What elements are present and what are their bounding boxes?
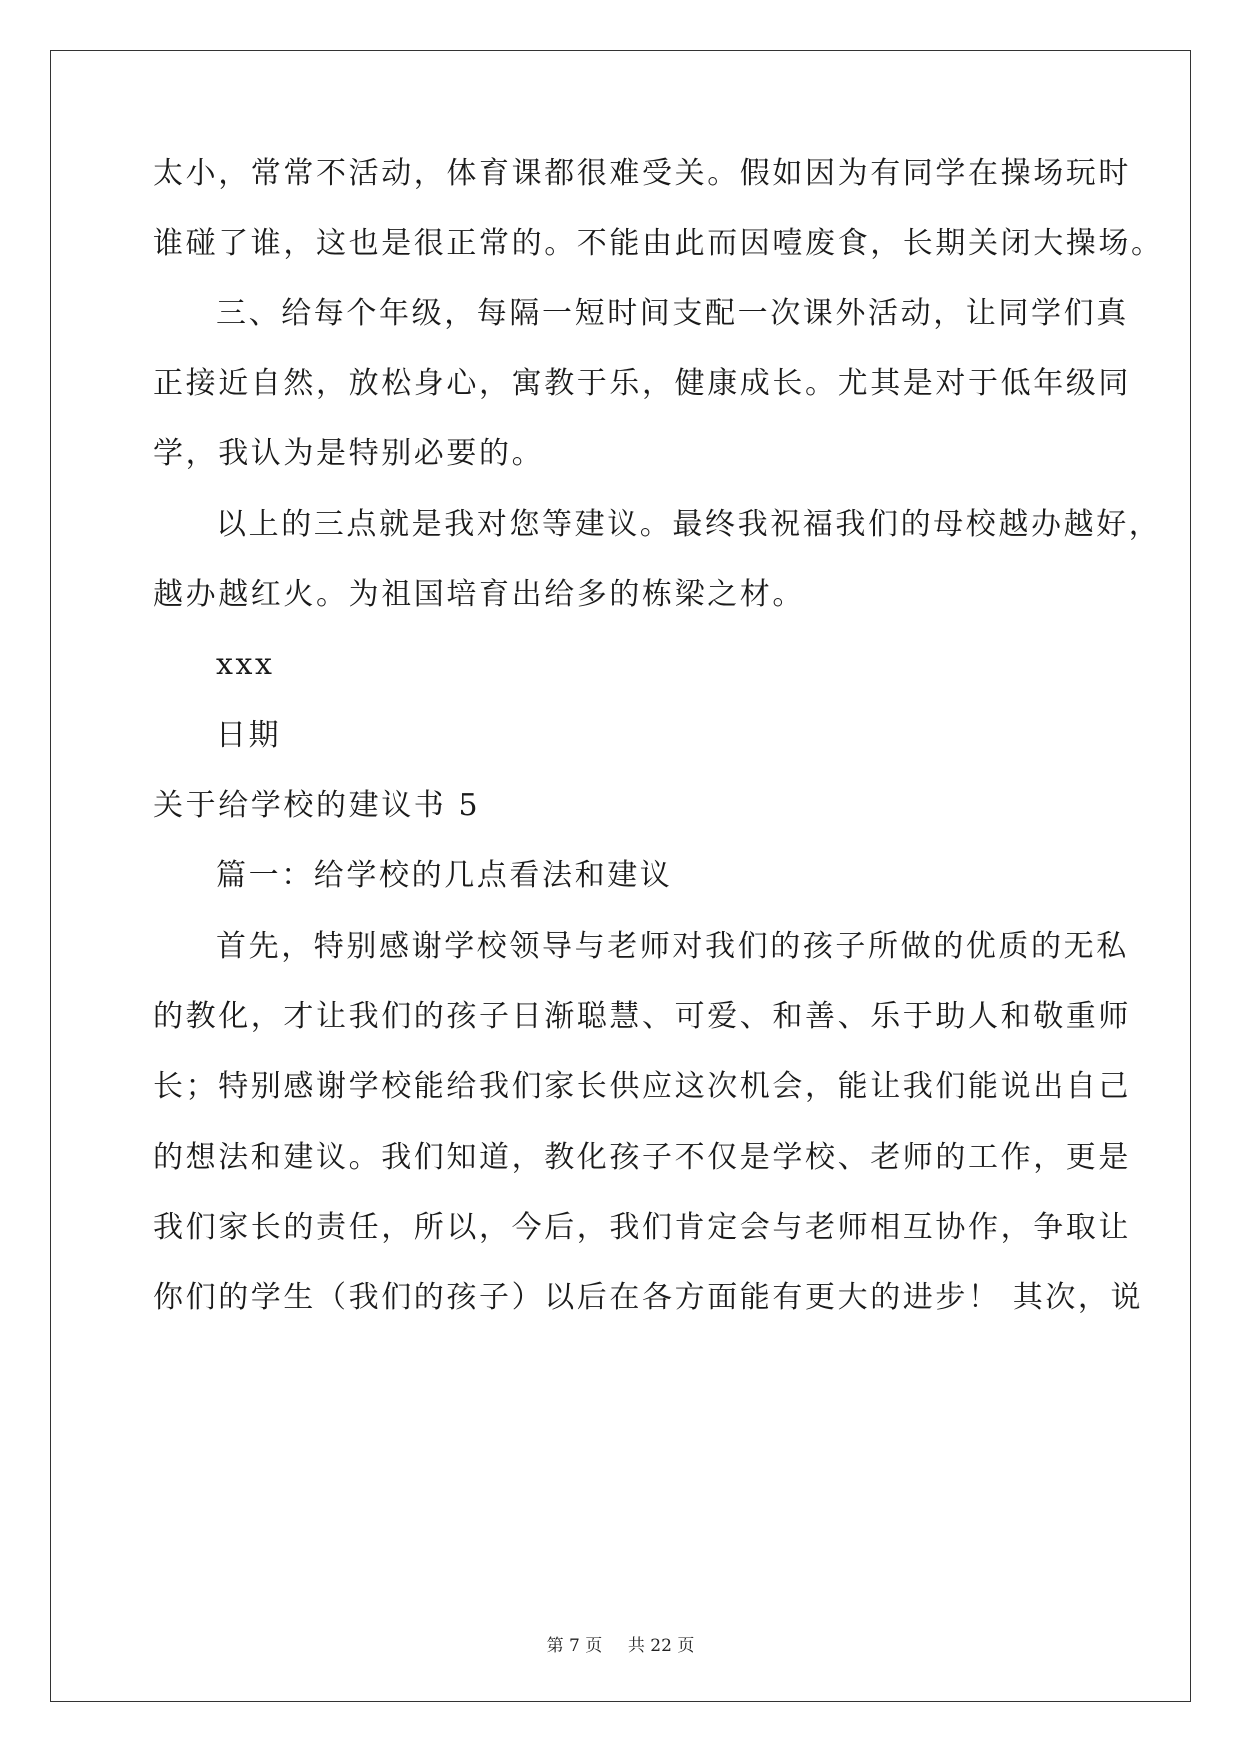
signature-placeholder: xxx — [216, 647, 275, 682]
body-line: 首先，特别感谢学校领导与老师对我们的孩子所做的优质的无私 — [216, 929, 1129, 964]
page-number: 第 7 页 — [546, 1636, 603, 1656]
section-title: 关于给学校的建议书 5 — [153, 788, 481, 823]
body-line: 三、给每个年级，每隔一短时间支配一次课外活动，让同学们真 — [216, 296, 1129, 331]
body-line: 正接近自然，放松身心，寓教于乐，健康成长。尤其是对于低年级同 — [153, 366, 1131, 401]
page-footer — [0, 1634, 1241, 1658]
body-line: 长；特别感谢学校能给我们家长供应这次机会，能让我们能说出自己 — [153, 1069, 1131, 1104]
body-line: 你们的学生（我们的孩子）以后在各方面能有更大的进步！ 其次，说 — [153, 1280, 1144, 1315]
body-line: 谁碰了谁，这也是很正常的。不能由此而因噎废食，长期关闭大操场。 — [153, 226, 1164, 261]
date-label: 日期 — [216, 718, 282, 753]
body-line: 越办越红火。为祖国培育出给多的栋梁之材。 — [153, 577, 805, 612]
body-line: 太小，常常不活动，体育课都很难受关。假如因为有同学在操场玩时 — [153, 156, 1131, 191]
body-line: 学，我认为是特别必要的。 — [153, 436, 545, 471]
body-line: 以上的三点就是我对您等建议。最终我祝福我们的母校越办越好， — [216, 507, 1162, 542]
body-line: 的想法和建议。我们知道，教化孩子不仅是学校、老师的工作，更是 — [153, 1140, 1131, 1175]
chapter-heading: 篇一：给学校的几点看法和建议 — [216, 858, 673, 893]
body-line: 的教化，才让我们的孩子日渐聪慧、可爱、和善、乐于助人和敬重师 — [153, 999, 1131, 1034]
page-total: 共 22 页 — [627, 1636, 695, 1656]
body-line: 我们家长的责任，所以，今后，我们肯定会与老师相互协作，争取让 — [153, 1210, 1131, 1245]
